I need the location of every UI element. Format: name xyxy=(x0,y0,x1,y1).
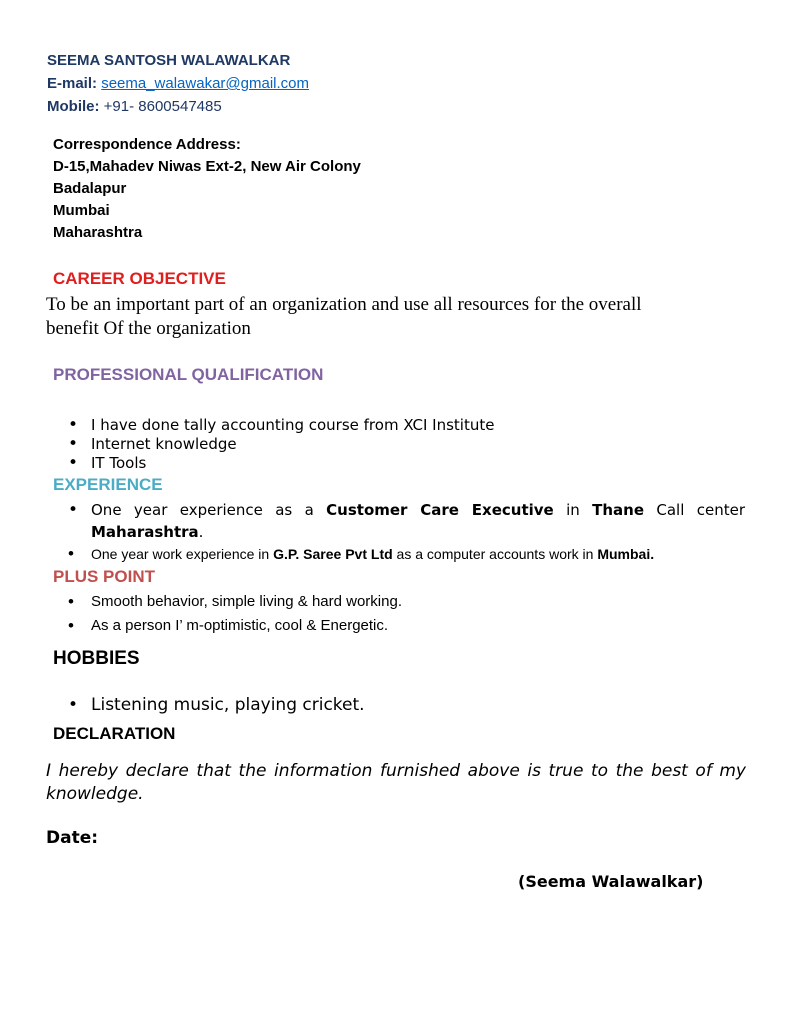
experience-list xyxy=(66,499,745,565)
job-title: Customer Care Executive xyxy=(326,501,554,519)
list-item: • Smooth behavior, simple living & hard working. xyxy=(66,590,746,614)
mobile-row xyxy=(47,95,309,118)
career-objective-line: benefit Of the organization xyxy=(46,318,251,339)
address-line: Mumbai xyxy=(53,202,110,219)
list-item: • I have done tally accounting course from XCI Institute xyxy=(66,416,746,435)
candidate-name: SEEMA SANTOSH WALAWALKAR xyxy=(47,52,291,69)
address-line: Badalapur xyxy=(53,180,127,197)
job-location: Thane xyxy=(592,501,645,519)
declaration-text: I hereby declare that the information furnished above is true to the best of my knowledge. xyxy=(46,761,746,804)
mobile-number: +91- 8600547485 xyxy=(103,98,222,115)
text-run: . xyxy=(198,523,204,541)
list-item: • As a person I’ m-optimistic, cool & Energetic. xyxy=(66,614,746,638)
text-run: One year work experience in xyxy=(91,546,274,562)
address-line: Maharashtra xyxy=(53,224,143,241)
job-state: Maharashtra xyxy=(91,523,199,541)
email-link[interactable]: seema_walawakar@gmail.com xyxy=(101,75,309,92)
list-item xyxy=(66,499,745,543)
list-item: • IT Tools xyxy=(66,454,746,473)
date-label: Date: xyxy=(46,828,99,848)
text-run: Call center xyxy=(644,501,745,519)
text-run: One year experience as a xyxy=(91,501,327,519)
email-row xyxy=(47,72,309,95)
career-objective-line: To be an important part of an organization and use all resources for the overall xyxy=(46,294,642,315)
signature: (Seema Walawalkar) xyxy=(518,872,704,891)
plus-point-heading: PLUS POINT xyxy=(53,567,156,586)
experience-heading: EXPERIENCE xyxy=(53,475,163,494)
address-block xyxy=(53,134,361,244)
qualification-list xyxy=(66,416,746,473)
address-title: Correspondence Address: xyxy=(53,136,241,153)
list-item xyxy=(66,543,745,565)
career-objective-heading: CAREER OBJECTIVE xyxy=(53,269,226,288)
list-item: • Internet knowledge xyxy=(66,435,746,454)
list-item: • Listening music, playing cricket. xyxy=(66,694,746,716)
hobbies-list xyxy=(66,694,746,716)
text-run: in xyxy=(553,501,593,519)
plus-point-list xyxy=(66,590,746,638)
declaration-heading: DECLARATION xyxy=(53,724,176,743)
address-line: D-15,Mahadev Niwas Ext-2, New Air Colony xyxy=(53,158,361,175)
professional-qualification-heading: PROFESSIONAL QUALIFICATION xyxy=(53,365,324,384)
email-label: E-mail: xyxy=(47,75,98,92)
contact-header xyxy=(47,49,309,118)
career-objective-text xyxy=(46,293,746,341)
hobbies-heading: HOBBIES xyxy=(53,648,140,669)
mobile-label: Mobile: xyxy=(47,98,100,115)
company-city: Mumbai. xyxy=(597,546,655,562)
text-run: as a computer accounts work in xyxy=(392,546,598,562)
company-name: G.P. Saree Pvt Ltd xyxy=(273,546,393,562)
